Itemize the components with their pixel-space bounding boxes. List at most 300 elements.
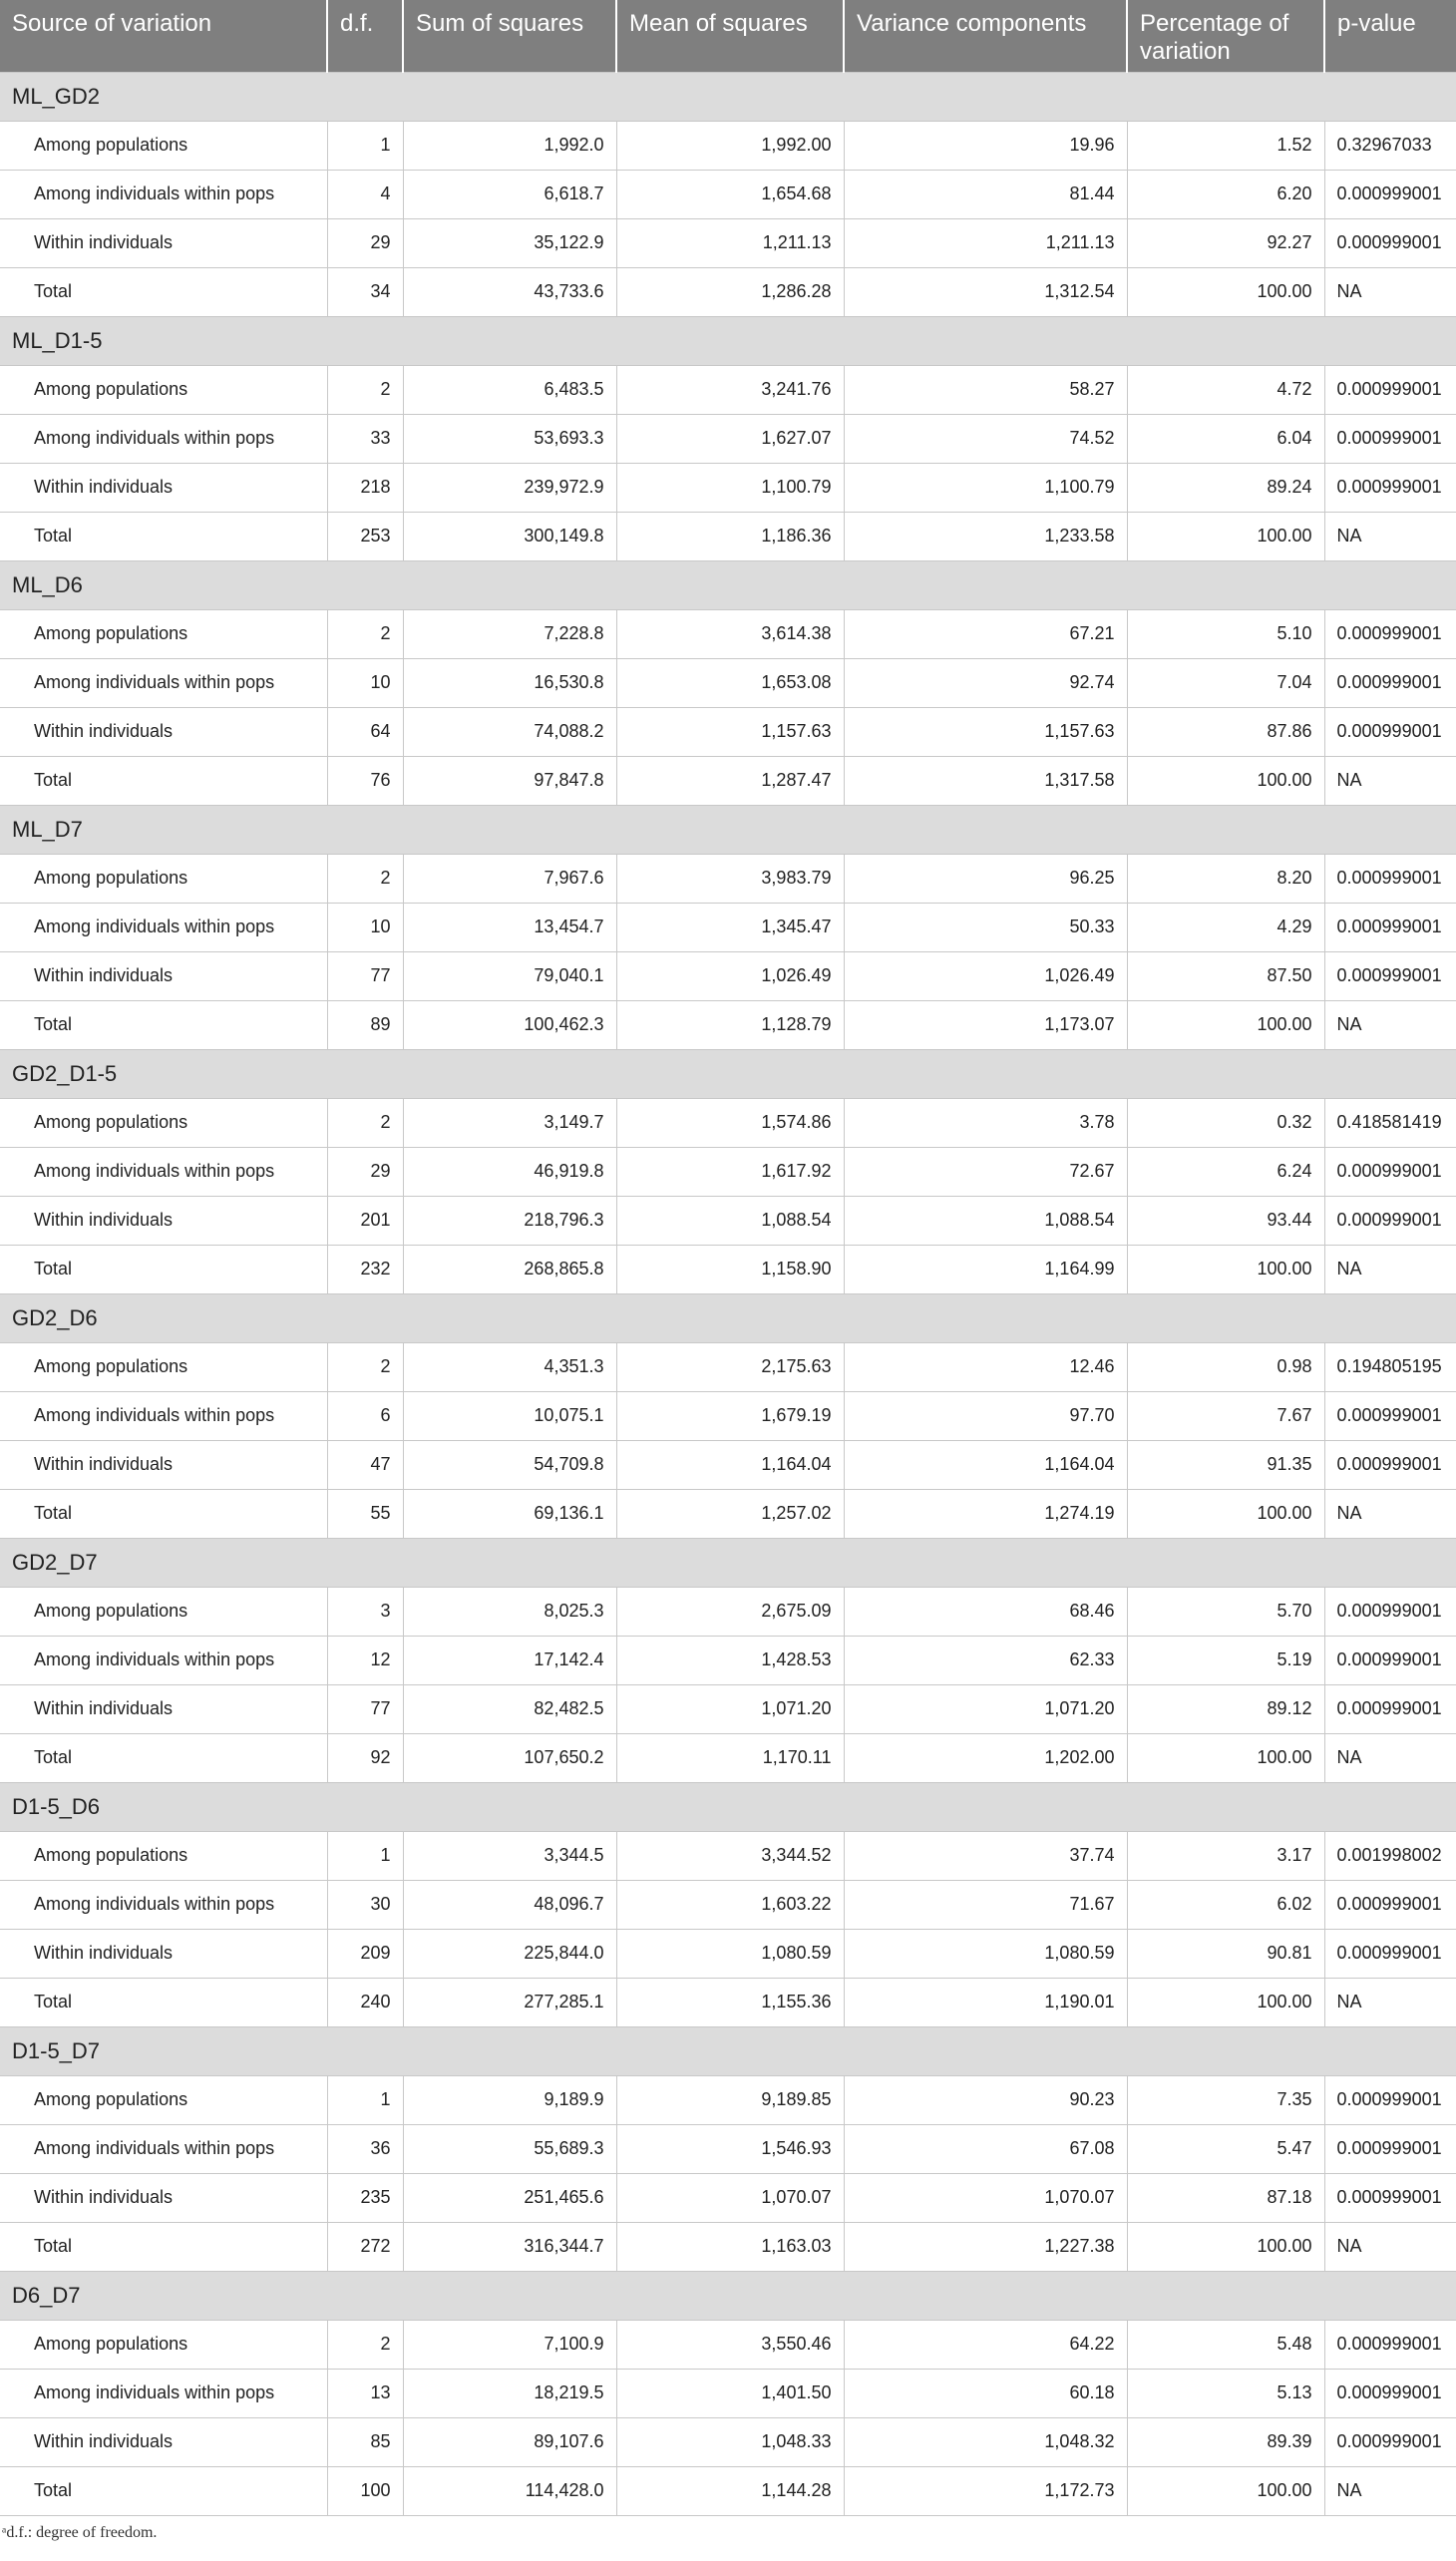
cell-percentage: 5.47 (1127, 2124, 1324, 2173)
cell-percentage: 8.20 (1127, 854, 1324, 903)
cell-mean-of-squares: 1,158.90 (616, 1245, 844, 1293)
section-title: D1-5_D7 (0, 2026, 1456, 2075)
cell-p-value: 0.000999001 (1324, 365, 1456, 414)
cell-df: 92 (327, 1733, 403, 1782)
cell-p-value: 0.001998002 (1324, 1831, 1456, 1880)
table-row (0, 463, 1456, 512)
cell-mean-of-squares: 2,675.09 (616, 1587, 844, 1636)
cell-mean-of-squares: 1,257.02 (616, 1489, 844, 1538)
cell-sum-of-squares: 316,344.7 (403, 2222, 616, 2271)
cell-p-value: NA (1324, 1733, 1456, 1782)
cell-source: Within individuals (0, 1929, 327, 1978)
cell-source: Within individuals (0, 1440, 327, 1489)
cell-sum-of-squares: 54,709.8 (403, 1440, 616, 1489)
section-title: ML_D6 (0, 560, 1456, 609)
cell-variance-components: 1,312.54 (844, 267, 1127, 316)
cell-percentage: 0.32 (1127, 1098, 1324, 1147)
cell-mean-of-squares: 3,614.38 (616, 609, 844, 658)
table-row (0, 2075, 1456, 2124)
section-title: GD2_D7 (0, 1538, 1456, 1587)
cell-source: Among individuals within pops (0, 1147, 327, 1196)
cell-sum-of-squares: 16,530.8 (403, 658, 616, 707)
table-row (0, 1831, 1456, 1880)
cell-sum-of-squares: 17,142.4 (403, 1636, 616, 1684)
cell-p-value: 0.000999001 (1324, 1587, 1456, 1636)
cell-sum-of-squares: 277,285.1 (403, 1978, 616, 2026)
header-p-value: p-value (1324, 0, 1456, 72)
cell-variance-components: 58.27 (844, 365, 1127, 414)
section-title: GD2_D1-5 (0, 1049, 1456, 1098)
cell-p-value: 0.000999001 (1324, 707, 1456, 756)
cell-variance-components: 60.18 (844, 2369, 1127, 2417)
cell-percentage: 100.00 (1127, 1733, 1324, 1782)
cell-variance-components: 67.21 (844, 609, 1127, 658)
table-row (0, 903, 1456, 951)
cell-p-value: 0.000999001 (1324, 951, 1456, 1000)
table-row (0, 1636, 1456, 1684)
cell-p-value: 0.000999001 (1324, 2320, 1456, 2369)
cell-p-value: 0.000999001 (1324, 2417, 1456, 2466)
cell-sum-of-squares: 10,075.1 (403, 1391, 616, 1440)
section-title: GD2_D6 (0, 1293, 1456, 1342)
cell-sum-of-squares: 6,483.5 (403, 365, 616, 414)
cell-p-value: 0.000999001 (1324, 854, 1456, 903)
section-row (0, 805, 1456, 854)
cell-df: 2 (327, 1098, 403, 1147)
table-row (0, 2369, 1456, 2417)
table-row (0, 218, 1456, 267)
cell-mean-of-squares: 1,653.08 (616, 658, 844, 707)
cell-sum-of-squares: 3,344.5 (403, 1831, 616, 1880)
cell-df: 1 (327, 1831, 403, 1880)
cell-percentage: 7.04 (1127, 658, 1324, 707)
cell-df: 2 (327, 854, 403, 903)
table-row (0, 1391, 1456, 1440)
cell-p-value: 0.000999001 (1324, 463, 1456, 512)
cell-variance-components: 50.33 (844, 903, 1127, 951)
cell-df: 201 (327, 1196, 403, 1245)
cell-variance-components: 37.74 (844, 1831, 1127, 1880)
cell-df: 100 (327, 2466, 403, 2515)
cell-df: 272 (327, 2222, 403, 2271)
cell-percentage: 90.81 (1127, 1929, 1324, 1978)
cell-variance-components: 1,211.13 (844, 218, 1127, 267)
cell-percentage: 0.98 (1127, 1342, 1324, 1391)
cell-percentage: 5.13 (1127, 2369, 1324, 2417)
cell-p-value: NA (1324, 2466, 1456, 2515)
table-row (0, 1929, 1456, 1978)
cell-source: Within individuals (0, 1196, 327, 1245)
cell-variance-components: 1,233.58 (844, 512, 1127, 560)
cell-p-value: 0.000999001 (1324, 1440, 1456, 1489)
cell-mean-of-squares: 1,617.92 (616, 1147, 844, 1196)
section-title: ML_D1-5 (0, 316, 1456, 365)
cell-df: 34 (327, 267, 403, 316)
table-row (0, 1489, 1456, 1538)
cell-df: 77 (327, 1684, 403, 1733)
cell-source: Among individuals within pops (0, 2124, 327, 2173)
cell-source: Total (0, 512, 327, 560)
cell-variance-components: 72.67 (844, 1147, 1127, 1196)
cell-sum-of-squares: 97,847.8 (403, 756, 616, 805)
cell-p-value: 0.000999001 (1324, 2369, 1456, 2417)
cell-percentage: 87.18 (1127, 2173, 1324, 2222)
section-title: D6_D7 (0, 2271, 1456, 2320)
cell-sum-of-squares: 89,107.6 (403, 2417, 616, 2466)
cell-df: 232 (327, 1245, 403, 1293)
section-row (0, 1538, 1456, 1587)
cell-mean-of-squares: 3,983.79 (616, 854, 844, 903)
cell-mean-of-squares: 1,211.13 (616, 218, 844, 267)
cell-source: Within individuals (0, 707, 327, 756)
table-row (0, 1978, 1456, 2026)
cell-percentage: 100.00 (1127, 2466, 1324, 2515)
table-row (0, 2222, 1456, 2271)
cell-df: 30 (327, 1880, 403, 1929)
cell-mean-of-squares: 1,170.11 (616, 1733, 844, 1782)
table-row (0, 2124, 1456, 2173)
cell-p-value: 0.000999001 (1324, 1684, 1456, 1733)
cell-variance-components: 1,071.20 (844, 1684, 1127, 1733)
cell-df: 36 (327, 2124, 403, 2173)
cell-sum-of-squares: 239,972.9 (403, 463, 616, 512)
cell-variance-components: 1,274.19 (844, 1489, 1127, 1538)
cell-source: Among populations (0, 2075, 327, 2124)
cell-mean-of-squares: 1,286.28 (616, 267, 844, 316)
cell-p-value: 0.000999001 (1324, 2075, 1456, 2124)
cell-variance-components: 68.46 (844, 1587, 1127, 1636)
cell-df: 240 (327, 1978, 403, 2026)
cell-df: 76 (327, 756, 403, 805)
table-body (0, 72, 1456, 2515)
cell-df: 10 (327, 658, 403, 707)
cell-percentage: 3.17 (1127, 1831, 1324, 1880)
cell-p-value: 0.418581419 (1324, 1098, 1456, 1147)
cell-source: Within individuals (0, 1684, 327, 1733)
cell-sum-of-squares: 79,040.1 (403, 951, 616, 1000)
cell-mean-of-squares: 9,189.85 (616, 2075, 844, 2124)
cell-source: Total (0, 1000, 327, 1049)
cell-mean-of-squares: 3,550.46 (616, 2320, 844, 2369)
table-row (0, 1245, 1456, 1293)
cell-variance-components: 64.22 (844, 2320, 1127, 2369)
cell-mean-of-squares: 1,026.49 (616, 951, 844, 1000)
cell-percentage: 6.04 (1127, 414, 1324, 463)
cell-source: Total (0, 1978, 327, 2026)
table-row (0, 658, 1456, 707)
table-row (0, 1147, 1456, 1196)
cell-source: Total (0, 2466, 327, 2515)
section-title: ML_D7 (0, 805, 1456, 854)
cell-percentage: 7.67 (1127, 1391, 1324, 1440)
cell-p-value: NA (1324, 756, 1456, 805)
table-row (0, 170, 1456, 218)
table-row (0, 1440, 1456, 1489)
cell-sum-of-squares: 82,482.5 (403, 1684, 616, 1733)
table-row (0, 2173, 1456, 2222)
cell-percentage: 93.44 (1127, 1196, 1324, 1245)
cell-p-value: 0.000999001 (1324, 218, 1456, 267)
cell-percentage: 7.35 (1127, 2075, 1324, 2124)
cell-variance-components: 1,070.07 (844, 2173, 1127, 2222)
cell-variance-components: 1,317.58 (844, 756, 1127, 805)
cell-mean-of-squares: 2,175.63 (616, 1342, 844, 1391)
cell-df: 55 (327, 1489, 403, 1538)
section-row (0, 560, 1456, 609)
table-row (0, 1196, 1456, 1245)
header-percentage-of-variation: Percentage of variation (1127, 0, 1324, 72)
cell-sum-of-squares: 74,088.2 (403, 707, 616, 756)
cell-source: Among individuals within pops (0, 1636, 327, 1684)
table-row (0, 121, 1456, 170)
cell-mean-of-squares: 1,164.04 (616, 1440, 844, 1489)
cell-percentage: 5.19 (1127, 1636, 1324, 1684)
cell-p-value: NA (1324, 512, 1456, 560)
cell-sum-of-squares: 3,149.7 (403, 1098, 616, 1147)
cell-percentage: 5.48 (1127, 2320, 1324, 2369)
table-row (0, 1587, 1456, 1636)
cell-df: 1 (327, 2075, 403, 2124)
cell-mean-of-squares: 1,992.00 (616, 121, 844, 170)
cell-p-value: 0.000999001 (1324, 1196, 1456, 1245)
cell-sum-of-squares: 100,462.3 (403, 1000, 616, 1049)
cell-p-value: 0.000999001 (1324, 903, 1456, 951)
cell-p-value: 0.000999001 (1324, 1880, 1456, 1929)
section-row (0, 1782, 1456, 1831)
section-title: ML_GD2 (0, 72, 1456, 121)
cell-df: 4 (327, 170, 403, 218)
cell-sum-of-squares: 46,919.8 (403, 1147, 616, 1196)
cell-percentage: 4.29 (1127, 903, 1324, 951)
cell-source: Total (0, 267, 327, 316)
cell-df: 13 (327, 2369, 403, 2417)
cell-mean-of-squares: 1,144.28 (616, 2466, 844, 2515)
cell-mean-of-squares: 1,155.36 (616, 1978, 844, 2026)
cell-mean-of-squares: 1,163.03 (616, 2222, 844, 2271)
cell-percentage: 87.50 (1127, 951, 1324, 1000)
cell-variance-components: 1,202.00 (844, 1733, 1127, 1782)
cell-p-value: 0.000999001 (1324, 170, 1456, 218)
cell-df: 2 (327, 1342, 403, 1391)
cell-df: 1 (327, 121, 403, 170)
cell-p-value: 0.000999001 (1324, 2173, 1456, 2222)
cell-source: Total (0, 756, 327, 805)
section-row (0, 316, 1456, 365)
cell-percentage: 100.00 (1127, 2222, 1324, 2271)
cell-mean-of-squares: 1,100.79 (616, 463, 844, 512)
table-row (0, 609, 1456, 658)
cell-variance-components: 1,157.63 (844, 707, 1127, 756)
cell-percentage: 6.24 (1127, 1147, 1324, 1196)
cell-variance-components: 12.46 (844, 1342, 1127, 1391)
section-row (0, 2026, 1456, 2075)
cell-percentage: 89.39 (1127, 2417, 1324, 2466)
table-row (0, 1684, 1456, 1733)
cell-variance-components: 74.52 (844, 414, 1127, 463)
cell-mean-of-squares: 1,679.19 (616, 1391, 844, 1440)
table-row (0, 2320, 1456, 2369)
table-row (0, 1098, 1456, 1147)
cell-df: 6 (327, 1391, 403, 1440)
cell-sum-of-squares: 218,796.3 (403, 1196, 616, 1245)
cell-source: Among populations (0, 1587, 327, 1636)
cell-mean-of-squares: 1,071.20 (616, 1684, 844, 1733)
cell-variance-components: 1,164.99 (844, 1245, 1127, 1293)
cell-source: Within individuals (0, 951, 327, 1000)
cell-sum-of-squares: 8,025.3 (403, 1587, 616, 1636)
cell-mean-of-squares: 1,287.47 (616, 756, 844, 805)
cell-sum-of-squares: 251,465.6 (403, 2173, 616, 2222)
cell-df: 64 (327, 707, 403, 756)
cell-variance-components: 62.33 (844, 1636, 1127, 1684)
cell-variance-components: 1,088.54 (844, 1196, 1127, 1245)
cell-df: 2 (327, 365, 403, 414)
cell-percentage: 6.02 (1127, 1880, 1324, 1929)
cell-percentage: 87.86 (1127, 707, 1324, 756)
cell-p-value: 0.194805195 (1324, 1342, 1456, 1391)
table-row (0, 1000, 1456, 1049)
cell-sum-of-squares: 43,733.6 (403, 267, 616, 316)
cell-source: Among populations (0, 121, 327, 170)
cell-mean-of-squares: 1,070.07 (616, 2173, 844, 2222)
cell-sum-of-squares: 114,428.0 (403, 2466, 616, 2515)
cell-df: 33 (327, 414, 403, 463)
cell-p-value: 0.000999001 (1324, 2124, 1456, 2173)
section-row (0, 1293, 1456, 1342)
cell-source: Total (0, 1733, 327, 1782)
cell-sum-of-squares: 4,351.3 (403, 1342, 616, 1391)
cell-source: Among individuals within pops (0, 658, 327, 707)
cell-mean-of-squares: 1,428.53 (616, 1636, 844, 1684)
cell-variance-components: 81.44 (844, 170, 1127, 218)
table-row (0, 512, 1456, 560)
cell-percentage: 89.24 (1127, 463, 1324, 512)
cell-percentage: 100.00 (1127, 1000, 1324, 1049)
cell-sum-of-squares: 7,228.8 (403, 609, 616, 658)
cell-sum-of-squares: 69,136.1 (403, 1489, 616, 1538)
header-df: d.f. (327, 0, 403, 72)
cell-p-value: NA (1324, 267, 1456, 316)
section-title: D1-5_D6 (0, 1782, 1456, 1831)
cell-sum-of-squares: 1,992.0 (403, 121, 616, 170)
cell-source: Total (0, 1245, 327, 1293)
cell-percentage: 100.00 (1127, 512, 1324, 560)
cell-sum-of-squares: 48,096.7 (403, 1880, 616, 1929)
cell-sum-of-squares: 268,865.8 (403, 1245, 616, 1293)
cell-sum-of-squares: 107,650.2 (403, 1733, 616, 1782)
cell-variance-components: 1,172.73 (844, 2466, 1127, 2515)
cell-source: Among populations (0, 1342, 327, 1391)
cell-percentage: 100.00 (1127, 756, 1324, 805)
cell-variance-components: 1,190.01 (844, 1978, 1127, 2026)
cell-source: Among individuals within pops (0, 414, 327, 463)
cell-percentage: 91.35 (1127, 1440, 1324, 1489)
cell-df: 235 (327, 2173, 403, 2222)
cell-source: Among populations (0, 2320, 327, 2369)
cell-df: 29 (327, 1147, 403, 1196)
cell-p-value: NA (1324, 2222, 1456, 2271)
cell-p-value: 0.000999001 (1324, 1391, 1456, 1440)
cell-sum-of-squares: 18,219.5 (403, 2369, 616, 2417)
cell-mean-of-squares: 1,186.36 (616, 512, 844, 560)
table-row (0, 951, 1456, 1000)
cell-mean-of-squares: 3,344.52 (616, 1831, 844, 1880)
cell-mean-of-squares: 1,574.86 (616, 1098, 844, 1147)
cell-df: 218 (327, 463, 403, 512)
cell-df: 2 (327, 609, 403, 658)
cell-p-value: 0.000999001 (1324, 658, 1456, 707)
cell-percentage: 4.72 (1127, 365, 1324, 414)
cell-mean-of-squares: 1,088.54 (616, 1196, 844, 1245)
table-row (0, 365, 1456, 414)
header-source: Source of variation (0, 0, 327, 72)
cell-mean-of-squares: 1,128.79 (616, 1000, 844, 1049)
cell-df: 2 (327, 2320, 403, 2369)
cell-mean-of-squares: 3,241.76 (616, 365, 844, 414)
cell-percentage: 100.00 (1127, 1489, 1324, 1538)
cell-source: Among individuals within pops (0, 170, 327, 218)
cell-df: 253 (327, 512, 403, 560)
table-header (0, 0, 1456, 72)
cell-p-value: 0.000999001 (1324, 1147, 1456, 1196)
table-row (0, 2417, 1456, 2466)
cell-p-value: NA (1324, 1000, 1456, 1049)
cell-p-value: NA (1324, 1245, 1456, 1293)
header-sum-of-squares: Sum of squares (403, 0, 616, 72)
cell-variance-components: 90.23 (844, 2075, 1127, 2124)
cell-p-value: 0.000999001 (1324, 414, 1456, 463)
cell-sum-of-squares: 300,149.8 (403, 512, 616, 560)
cell-source: Within individuals (0, 463, 327, 512)
cell-source: Among individuals within pops (0, 2369, 327, 2417)
cell-sum-of-squares: 35,122.9 (403, 218, 616, 267)
cell-df: 10 (327, 903, 403, 951)
cell-source: Among individuals within pops (0, 1391, 327, 1440)
cell-variance-components: 19.96 (844, 121, 1127, 170)
cell-source: Total (0, 1489, 327, 1538)
table-row (0, 756, 1456, 805)
cell-mean-of-squares: 1,080.59 (616, 1929, 844, 1978)
cell-mean-of-squares: 1,401.50 (616, 2369, 844, 2417)
cell-percentage: 5.70 (1127, 1587, 1324, 1636)
table-row (0, 1880, 1456, 1929)
table-row (0, 1342, 1456, 1391)
cell-source: Within individuals (0, 2173, 327, 2222)
cell-source: Among individuals within pops (0, 903, 327, 951)
cell-source: Among populations (0, 609, 327, 658)
cell-source: Within individuals (0, 218, 327, 267)
cell-df: 85 (327, 2417, 403, 2466)
cell-source: Among individuals within pops (0, 1880, 327, 1929)
cell-df: 77 (327, 951, 403, 1000)
cell-variance-components: 97.70 (844, 1391, 1127, 1440)
header-mean-of-squares: Mean of squares (616, 0, 844, 72)
cell-sum-of-squares: 225,844.0 (403, 1929, 616, 1978)
cell-p-value: 0.32967033 (1324, 121, 1456, 170)
header-variance-components: Variance components (844, 0, 1127, 72)
cell-variance-components: 1,100.79 (844, 463, 1127, 512)
cell-df: 3 (327, 1587, 403, 1636)
cell-source: Among populations (0, 365, 327, 414)
cell-percentage: 6.20 (1127, 170, 1324, 218)
table-row (0, 854, 1456, 903)
cell-sum-of-squares: 53,693.3 (403, 414, 616, 463)
cell-source: Among populations (0, 854, 327, 903)
table-row (0, 267, 1456, 316)
cell-mean-of-squares: 1,546.93 (616, 2124, 844, 2173)
header-row (0, 0, 1456, 72)
cell-mean-of-squares: 1,345.47 (616, 903, 844, 951)
